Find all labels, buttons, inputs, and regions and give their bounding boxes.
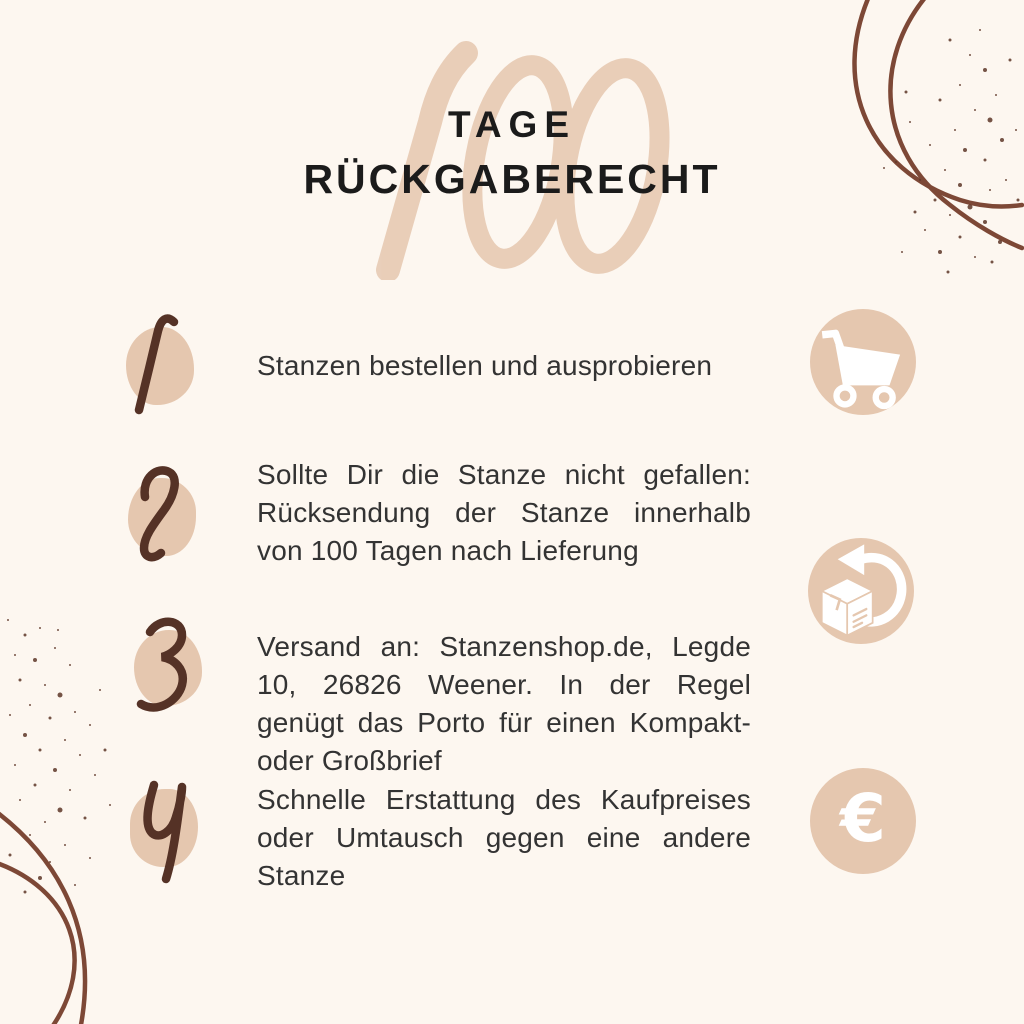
watermark-text (0, 0, 1, 1)
corner-lines-decoration (800, 0, 1024, 290)
title-line-tage: TAGE (447, 104, 577, 145)
step-2-number-text (0, 0, 1, 1)
step-4-number-text (0, 0, 1, 1)
euro-symbol: € (840, 780, 886, 857)
step-3-number (123, 608, 213, 728)
step-1-number-text (0, 0, 1, 1)
title-line-rueckgaberecht: RÜCKGABERECHT (303, 156, 721, 202)
step-4-text: Schnelle Erstattung des Kaufpreises oder Umtausch gegen eine andere Stanze (257, 784, 751, 891)
step-1-number (114, 306, 204, 426)
page-title (252, 104, 772, 203)
step-2-text: Sollte Dir die Stanze nicht gefallen: Rücksendung der Stanze innerhalb von 100 Tagen nach Lieferung (257, 459, 751, 566)
package-return-icon (808, 538, 914, 644)
euro-icon (810, 768, 916, 874)
step-2-number (116, 457, 206, 577)
step-4-number (119, 768, 209, 888)
step-3-text: Versand an: Stanzenshop.de, Legde 10, 26826 Weener. In der Regel genügt das Porto für einen Kompakt- oder Großbrief (257, 631, 751, 776)
step-1-text: Stanzen bestellen und ausprobieren (257, 350, 713, 381)
shopping-cart-icon (810, 309, 916, 415)
step-3-number-text (0, 0, 1, 1)
speckles-bottom-left (7, 619, 111, 894)
